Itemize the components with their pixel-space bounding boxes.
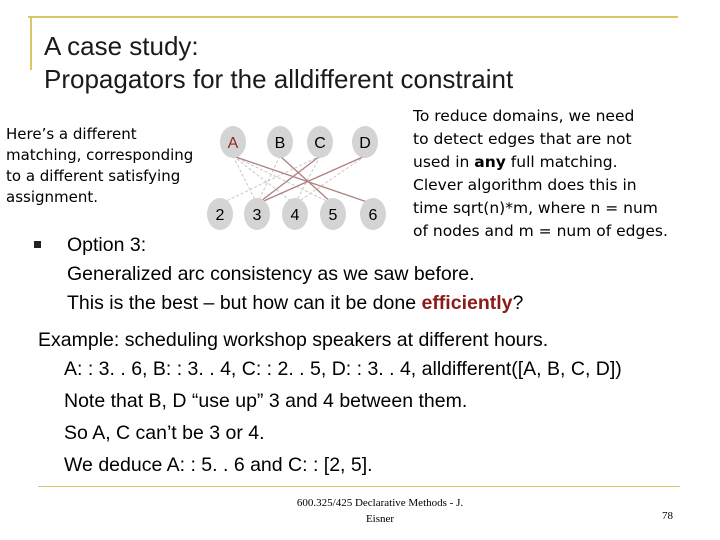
body-line-4: Example: scheduling workshop speakers at different hours. (38, 329, 549, 351)
footer-line-2: Eisner (365, 513, 395, 525)
left-annotation (6, 124, 193, 208)
left-note-line-2: matching, corresponding (6, 146, 194, 164)
slide-title (44, 30, 513, 96)
node-var-a: A (227, 135, 239, 152)
node-var-c: C (314, 135, 326, 152)
body-line-2: Generalized arc consistency as we saw before. (67, 263, 475, 285)
body-line-5: A: : 3. . 6, B: : 3. . 4, C: : 2. . 5, D: : 3. . 4, alldifferent([A, B, C, D]) (64, 358, 622, 380)
variable-ovals (220, 126, 378, 158)
edges-domain (220, 156, 365, 204)
node-val-2: 2 (215, 207, 225, 224)
left-note-line-1: Here’s a different (6, 125, 137, 143)
title-left-rule (30, 16, 32, 70)
body-line-7: So A, C can’t be 3 or 4. (64, 422, 265, 444)
node-var-b: B (274, 135, 286, 152)
option-heading: Option 3: (67, 234, 147, 256)
body-line-6: Note that B, D “use up” 3 and 4 between them. (64, 390, 468, 412)
right-note-line-4: Clever algorithm does this in (413, 176, 637, 194)
bipartite-matching-graph (205, 120, 405, 230)
bullet-square-icon (34, 241, 41, 248)
node-val-6: 6 (368, 207, 378, 224)
body-line-3 (67, 289, 523, 318)
node-val-5: 5 (328, 207, 338, 224)
right-note-line-5: time sqrt(n)*m, where n = num (413, 199, 658, 217)
body-line-8: We deduce A: : 5. . 6 and C: : [2, 5]. (64, 454, 373, 476)
node-var-d: D (359, 135, 371, 152)
right-note-line-3-post: full matching. (505, 153, 618, 171)
body-line-3-post: ? (512, 292, 524, 314)
footer-rule (38, 486, 680, 487)
page-number: 78 (662, 510, 673, 522)
right-note-line-1: To reduce domains, we need (413, 107, 635, 125)
body-line-3-pre: This is the best – but how can it be done (67, 292, 422, 314)
left-note-line-4: assignment. (6, 188, 99, 206)
right-note-line-3-bold: any (474, 153, 506, 171)
node-val-3: 3 (252, 207, 262, 224)
title-line-2: Propagators for the alldifferent constraint (44, 64, 514, 94)
right-note-line-6: of nodes and m = num of edges. (413, 222, 668, 240)
right-note-line-2: to detect edges that are not (413, 130, 632, 148)
node-val-4: 4 (290, 207, 300, 224)
title-top-rule (28, 16, 678, 18)
right-note-line-3-pre: used in (413, 153, 475, 171)
right-note-line-3 (413, 151, 668, 174)
title-line-1: A case study: (44, 31, 199, 61)
body-line-3-emphasis: efficiently (421, 292, 513, 314)
right-annotation (413, 105, 668, 243)
edges-matching (233, 156, 373, 204)
footer-line-1: 600.325/425 Declarative Methods - J. (296, 497, 464, 509)
footer-course (290, 495, 470, 527)
left-note-line-3: to a different satisfying (6, 167, 181, 185)
